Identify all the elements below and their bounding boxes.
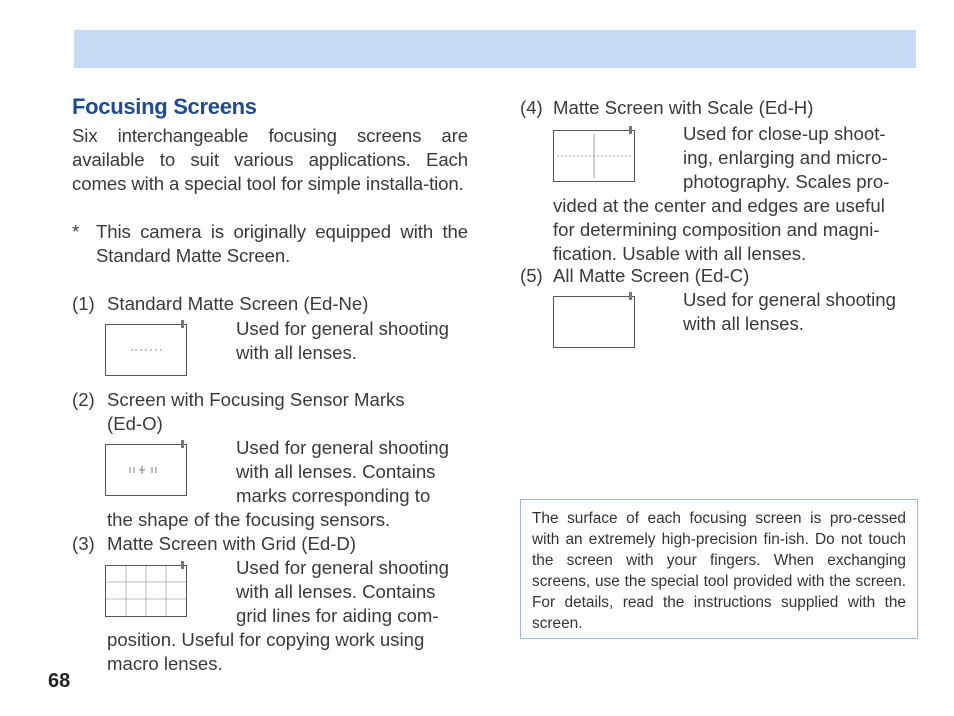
screen-4-text-3: photography. Scales pro- <box>683 171 890 192</box>
standard-screen-note: This camera is originally equipped with the Standard Matte Screen. <box>96 221 468 266</box>
screen-2-text-2: with all lenses. Contains <box>236 461 436 482</box>
screen-5-text-1: Used for general shooting <box>683 289 896 310</box>
screen-3-heading: Matte Screen with Grid (Ed-D) <box>107 533 357 554</box>
sensor-marks-screen-icon <box>105 444 187 496</box>
screen-3-text-2: with all lenses. Contains <box>236 581 436 602</box>
screen-3-text-1: Used for general shooting <box>236 557 449 578</box>
screen-3-text-5: macro lenses. <box>107 653 223 674</box>
screen-3-text-3: grid lines for aiding com- <box>236 605 439 626</box>
screen-2-number: (2) <box>72 389 95 410</box>
screen-2-heading-line2: (Ed-O) <box>107 413 163 434</box>
screen-3-number: (3) <box>72 533 95 554</box>
screen-2-text-4: the shape of the focusing sensors. <box>107 509 391 530</box>
screen-4-text-4: vided at the center and edges are useful <box>553 195 885 216</box>
screen-4-text-2: ing, enlarging and micro- <box>683 147 888 168</box>
screen-2-text-1: Used for general shooting <box>236 437 449 458</box>
screen-1-text-2: with all lenses. <box>236 342 357 363</box>
note-asterisk: * <box>72 221 80 242</box>
screen-1-number: (1) <box>72 293 95 314</box>
screen-2-text-3: marks corresponding to <box>236 485 431 506</box>
screen-4-text-1: Used for close-up shoot- <box>683 123 886 144</box>
grid-screen-icon <box>105 565 187 617</box>
screen-4-heading: Matte Screen with Scale (Ed-H) <box>553 97 814 118</box>
screen-4-text-5: for determining composition and magni- <box>553 219 880 240</box>
scale-screen-icon <box>553 130 635 182</box>
page-number: 68 <box>48 670 71 692</box>
screen-5-text-2: with all lenses. <box>683 313 804 334</box>
screen-2-heading: Screen with Focusing Sensor Marks <box>107 389 405 410</box>
screen-1-text-1: Used for general shooting <box>236 318 449 339</box>
caution-text: The surface of each focusing screen is pro-cessed with an extremely high-precision fin-ish. Do not touch the screen with your fingers. When exchanging screens, use the special tool provided with the screen. For details, read the instructions supplied with the screen. <box>532 510 906 632</box>
screen-3-text-4: position. Useful for copying work using <box>107 629 425 650</box>
page-title: Focusing Screens <box>72 94 257 119</box>
screen-4-number: (4) <box>520 97 543 118</box>
all-matte-screen-icon <box>553 296 635 348</box>
screen-5-heading: All Matte Screen (Ed-C) <box>553 265 750 286</box>
header-band <box>74 30 916 68</box>
screen-4-text-6: fication. Usable with all lenses. <box>553 243 807 264</box>
standard-matte-screen-icon <box>105 324 187 376</box>
caution-box <box>520 499 918 639</box>
screen-5-number: (5) <box>520 265 543 286</box>
intro-paragraph: Six interchangeable focusing screens are available to suit various applications. Each comes with a special tool for simple installa-tion. <box>72 125 468 194</box>
screen-1-heading: Standard Matte Screen (Ed-Ne) <box>107 293 369 314</box>
